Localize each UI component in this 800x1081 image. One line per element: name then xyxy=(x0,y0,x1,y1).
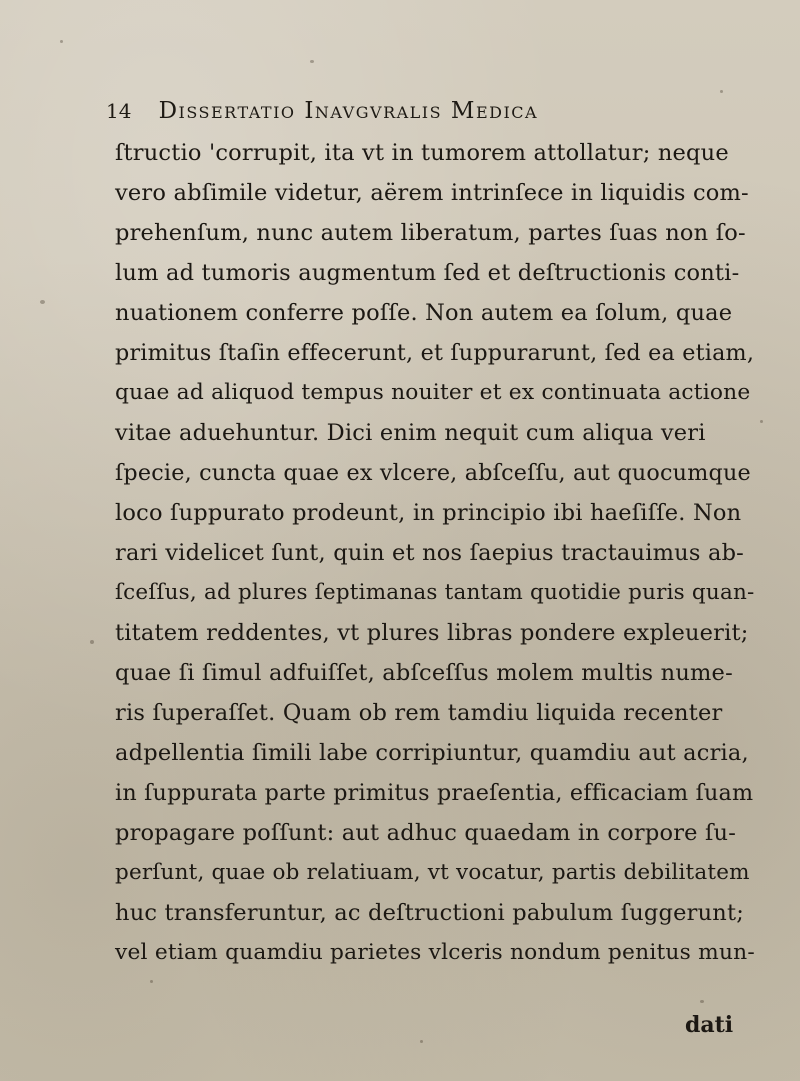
paper-speck xyxy=(40,300,45,304)
paper-speck xyxy=(700,1000,704,1003)
paper-speck xyxy=(150,980,153,983)
text-line: rari videlicet ſunt, quin et nos ſaepius tractauimus ab- xyxy=(115,540,744,566)
text-line: lum ad tumoris augmentum ſed et deſtructionis conti- xyxy=(115,260,740,286)
paper-speck xyxy=(310,60,314,63)
paper-speck xyxy=(720,90,723,93)
text-line: perſunt, quae ob relatiuam, vt vocatur, partis debilitatem xyxy=(115,860,750,885)
text-line: ſpecie, cuncta quae ex vlcere, abſceſſu, aut quocumque xyxy=(115,460,751,486)
text-line: quae ad aliquod tempus nouiter et ex continuata actione xyxy=(115,380,751,405)
text-line: huc transferuntur, ac deſtructioni pabulum ſuggerunt; xyxy=(115,900,744,926)
running-header xyxy=(106,96,706,136)
paper-speck xyxy=(420,1040,423,1043)
text-line: prehenſum, nunc autem liberatum, partes ſuas non ſo- xyxy=(115,220,746,246)
text-line: primitus ſtaſin effecerunt, et ſuppurarunt, ſed ea etiam, xyxy=(115,340,755,366)
text-line: ris ſuperaſſet. Quam ob rem tamdiu liquida recenter xyxy=(115,700,723,726)
catchword: dati xyxy=(685,1012,734,1038)
text-line: vero abſimile videtur, aërem intrinſece in liquidis com- xyxy=(115,180,749,206)
text-line: ſceſſus, ad plures ſeptimanas tantam quotidie puris quan- xyxy=(115,580,755,605)
text-line: adpellentia ſimili labe corripiuntur, quamdiu aut acria, xyxy=(115,740,749,766)
text-line: vel etiam quamdiu parietes vlceris nondum penitus mun- xyxy=(115,940,755,965)
paper-speck xyxy=(60,40,63,43)
paper-speck xyxy=(90,640,94,644)
page-number: 14 xyxy=(106,99,132,123)
text-line: loco ſuppurato prodeunt, in principio ibi haeſiſſe. Non xyxy=(115,500,742,526)
text-line: propagare poſſunt: aut adhuc quaedam in corpore ſu- xyxy=(115,820,737,846)
paper-speck xyxy=(760,420,763,423)
text-line: titatem reddentes, vt plures libras pondere expleuerit; xyxy=(115,620,749,646)
text-line: in ſuppurata parte primitus praeſentia, efficaciam ſuam xyxy=(115,780,754,806)
running-title: Dissertatio Inavgvralis Medica xyxy=(158,98,539,124)
text-line: ſtructio 'corrupit, ita vt in tumorem attollatur; neque xyxy=(115,140,729,166)
text-line: nuationem conferre poſſe. Non autem ea ſolum, quae xyxy=(115,300,733,326)
text-line: quae ſi ſimul adfuiſſet, abſceſſus molem multis nume- xyxy=(115,660,733,686)
text-line: vitae aduehuntur. Dici enim nequit cum aliqua veri xyxy=(115,420,706,446)
